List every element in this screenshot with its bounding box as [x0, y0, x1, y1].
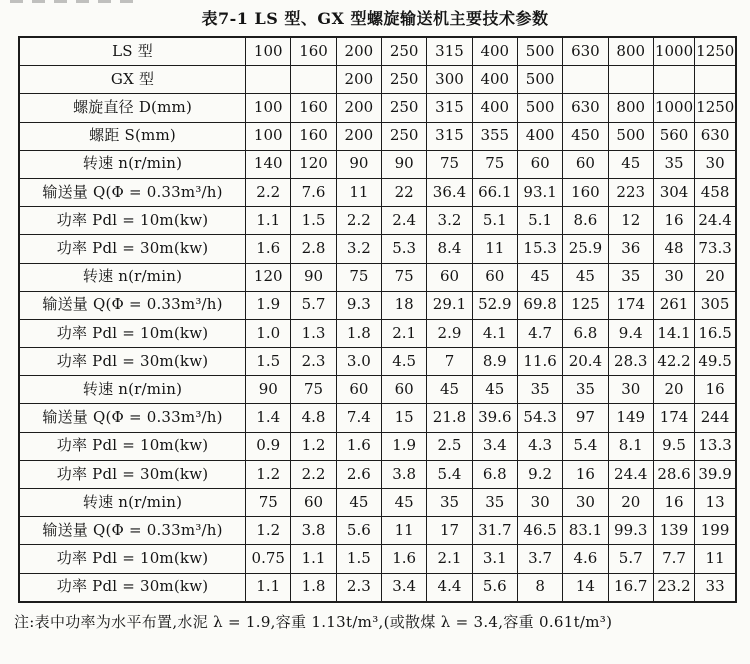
- table-row: [19, 235, 736, 263]
- value-cell: 8: [517, 573, 562, 602]
- value-cell: 1.4: [246, 404, 291, 432]
- value-cell: 35: [653, 150, 694, 178]
- value-cell: 3.2: [336, 235, 381, 263]
- value-cell: 17: [427, 517, 472, 545]
- row-label: 功率 Pdl = 30m(kw): [19, 573, 246, 602]
- value-cell: 20: [653, 376, 694, 404]
- value-cell: 1250: [695, 37, 736, 66]
- value-cell: 500: [517, 66, 562, 94]
- value-cell: 14: [563, 573, 608, 602]
- value-cell: 16: [695, 376, 736, 404]
- value-cell: 3.7: [517, 545, 562, 573]
- value-cell: 500: [517, 94, 562, 122]
- value-cell: 28.6: [653, 460, 694, 488]
- value-cell: 9.5: [653, 432, 694, 460]
- value-cell: 30: [563, 489, 608, 517]
- value-cell: 4.1: [472, 319, 517, 347]
- table-row: [19, 122, 736, 150]
- row-label: 功率 Pdl = 10m(kw): [19, 545, 246, 573]
- value-cell: 1.6: [336, 432, 381, 460]
- value-cell: 400: [472, 94, 517, 122]
- value-cell: 2.2: [246, 178, 291, 206]
- value-cell: 3.0: [336, 348, 381, 376]
- value-cell: 2.6: [336, 460, 381, 488]
- value-cell: [695, 66, 736, 94]
- row-label: 螺旋直径 D(mm): [19, 94, 246, 122]
- row-label: 功率 Pdl = 30m(kw): [19, 348, 246, 376]
- value-cell: 8.4: [427, 235, 472, 263]
- value-cell: 4.8: [291, 404, 336, 432]
- row-label: 转速 n(r/min): [19, 150, 246, 178]
- value-cell: 630: [563, 94, 608, 122]
- value-cell: 305: [695, 291, 736, 319]
- value-cell: 90: [291, 263, 336, 291]
- value-cell: 39.9: [695, 460, 736, 488]
- value-cell: 9.4: [608, 319, 653, 347]
- table-row: [19, 150, 736, 178]
- value-cell: 24.4: [695, 207, 736, 235]
- value-cell: 90: [382, 150, 427, 178]
- value-cell: 7.4: [336, 404, 381, 432]
- row-label: 输送量 Q(Φ = 0.33m³/h): [19, 517, 246, 545]
- value-cell: 315: [427, 94, 472, 122]
- table-row: [19, 319, 736, 347]
- value-cell: 73.3: [695, 235, 736, 263]
- value-cell: 5.3: [382, 235, 427, 263]
- value-cell: 13: [695, 489, 736, 517]
- value-cell: 16.7: [608, 573, 653, 602]
- value-cell: 400: [472, 37, 517, 66]
- row-label: 转速 n(r/min): [19, 489, 246, 517]
- value-cell: 0.9: [246, 432, 291, 460]
- value-cell: 5.6: [336, 517, 381, 545]
- value-cell: 3.8: [291, 517, 336, 545]
- table-row: [19, 376, 736, 404]
- value-cell: 4.6: [563, 545, 608, 573]
- value-cell: 223: [608, 178, 653, 206]
- value-cell: 4.4: [427, 573, 472, 602]
- value-cell: 21.8: [427, 404, 472, 432]
- value-cell: 400: [517, 122, 562, 150]
- row-label: 功率 Pdl = 30m(kw): [19, 460, 246, 488]
- value-cell: 5.1: [517, 207, 562, 235]
- value-cell: 11: [336, 178, 381, 206]
- value-cell: 120: [246, 263, 291, 291]
- value-cell: 1.5: [291, 207, 336, 235]
- value-cell: 2.3: [291, 348, 336, 376]
- table-row: [19, 178, 736, 206]
- value-cell: 16.5: [695, 319, 736, 347]
- value-cell: 7: [427, 348, 472, 376]
- value-cell: 4.7: [517, 319, 562, 347]
- value-cell: 6.8: [563, 319, 608, 347]
- value-cell: 75: [336, 263, 381, 291]
- value-cell: 30: [517, 489, 562, 517]
- value-cell: 20: [608, 489, 653, 517]
- value-cell: 1.9: [246, 291, 291, 319]
- value-cell: 93.1: [517, 178, 562, 206]
- table-row: [19, 432, 736, 460]
- value-cell: 3.4: [382, 573, 427, 602]
- value-cell: 199: [695, 517, 736, 545]
- value-cell: 60: [563, 150, 608, 178]
- value-cell: 160: [291, 94, 336, 122]
- value-cell: 12: [608, 207, 653, 235]
- value-cell: 8.1: [608, 432, 653, 460]
- row-label: 功率 Pdl = 10m(kw): [19, 432, 246, 460]
- row-label: 输送量 Q(Φ = 0.33m³/h): [19, 404, 246, 432]
- value-cell: 31.7: [472, 517, 517, 545]
- value-cell: 23.2: [653, 573, 694, 602]
- value-cell: 4.5: [382, 348, 427, 376]
- value-cell: 11: [695, 545, 736, 573]
- value-cell: 250: [382, 122, 427, 150]
- row-label: 转速 n(r/min): [19, 263, 246, 291]
- value-cell: 45: [472, 376, 517, 404]
- value-cell: 4.3: [517, 432, 562, 460]
- row-label: 转速 n(r/min): [19, 376, 246, 404]
- value-cell: 99.3: [608, 517, 653, 545]
- value-cell: 60: [291, 489, 336, 517]
- row-label: 功率 Pdl = 10m(kw): [19, 207, 246, 235]
- value-cell: 200: [336, 122, 381, 150]
- value-cell: 39.6: [472, 404, 517, 432]
- value-cell: 33: [695, 573, 736, 602]
- value-cell: 45: [427, 376, 472, 404]
- parameters-table: [18, 36, 737, 603]
- table-row: [19, 489, 736, 517]
- value-cell: 48: [653, 235, 694, 263]
- value-cell: 250: [382, 94, 427, 122]
- value-cell: 1.3: [291, 319, 336, 347]
- value-cell: 1000: [653, 94, 694, 122]
- value-cell: 36.4: [427, 178, 472, 206]
- value-cell: 2.1: [382, 319, 427, 347]
- value-cell: 30: [695, 150, 736, 178]
- value-cell: 75: [382, 263, 427, 291]
- value-cell: 1.6: [246, 235, 291, 263]
- table-row: [19, 404, 736, 432]
- value-cell: 29.1: [427, 291, 472, 319]
- value-cell: 45: [517, 263, 562, 291]
- value-cell: 140: [246, 150, 291, 178]
- value-cell: 261: [653, 291, 694, 319]
- value-cell: 25.9: [563, 235, 608, 263]
- value-cell: [563, 66, 608, 94]
- value-cell: 18: [382, 291, 427, 319]
- value-cell: 22: [382, 178, 427, 206]
- value-cell: 66.1: [472, 178, 517, 206]
- value-cell: 250: [382, 37, 427, 66]
- value-cell: [291, 66, 336, 94]
- value-cell: [608, 66, 653, 94]
- value-cell: 60: [517, 150, 562, 178]
- value-cell: 90: [336, 150, 381, 178]
- value-cell: 1.9: [382, 432, 427, 460]
- value-cell: 16: [653, 489, 694, 517]
- row-label: 功率 Pdl = 30m(kw): [19, 235, 246, 263]
- value-cell: 15.3: [517, 235, 562, 263]
- value-cell: 560: [653, 122, 694, 150]
- value-cell: 2.8: [291, 235, 336, 263]
- value-cell: 60: [427, 263, 472, 291]
- row-label: 输送量 Q(Φ = 0.33m³/h): [19, 291, 246, 319]
- value-cell: 35: [608, 263, 653, 291]
- value-cell: 9.2: [517, 460, 562, 488]
- value-cell: 315: [427, 122, 472, 150]
- value-cell: 60: [382, 376, 427, 404]
- row-label: GX 型: [19, 66, 246, 94]
- value-cell: 60: [472, 263, 517, 291]
- row-label: 螺距 S(mm): [19, 122, 246, 150]
- value-cell: 5.4: [427, 460, 472, 488]
- value-cell: 45: [382, 489, 427, 517]
- value-cell: 160: [291, 122, 336, 150]
- table-title: 表7-1 LS 型、GX 型螺旋输送机主要技术参数: [201, 9, 549, 28]
- value-cell: 800: [608, 37, 653, 66]
- value-cell: [653, 66, 694, 94]
- value-cell: 160: [563, 178, 608, 206]
- value-cell: 28.3: [608, 348, 653, 376]
- value-cell: 16: [653, 207, 694, 235]
- value-cell: 1.6: [382, 545, 427, 573]
- value-cell: 250: [382, 66, 427, 94]
- table-row: [19, 207, 736, 235]
- value-cell: 1.0: [246, 319, 291, 347]
- value-cell: 160: [291, 37, 336, 66]
- value-cell: 42.2: [653, 348, 694, 376]
- value-cell: 30: [653, 263, 694, 291]
- value-cell: 800: [608, 94, 653, 122]
- value-cell: 100: [246, 94, 291, 122]
- value-cell: 1250: [695, 94, 736, 122]
- value-cell: 139: [653, 517, 694, 545]
- value-cell: 200: [336, 37, 381, 66]
- value-cell: 20.4: [563, 348, 608, 376]
- value-cell: 100: [246, 37, 291, 66]
- value-cell: 100: [246, 122, 291, 150]
- value-cell: 45: [608, 150, 653, 178]
- value-cell: 1.8: [336, 319, 381, 347]
- value-cell: 304: [653, 178, 694, 206]
- value-cell: [246, 66, 291, 94]
- value-cell: 244: [695, 404, 736, 432]
- table-row: [19, 94, 736, 122]
- value-cell: 45: [336, 489, 381, 517]
- value-cell: 49.5: [695, 348, 736, 376]
- value-cell: 3.8: [382, 460, 427, 488]
- value-cell: 2.4: [382, 207, 427, 235]
- value-cell: 300: [427, 66, 472, 94]
- value-cell: 52.9: [472, 291, 517, 319]
- value-cell: 11: [472, 235, 517, 263]
- value-cell: 5.6: [472, 573, 517, 602]
- value-cell: 5.7: [608, 545, 653, 573]
- value-cell: 2.1: [427, 545, 472, 573]
- value-cell: 1.1: [246, 573, 291, 602]
- value-cell: 83.1: [563, 517, 608, 545]
- value-cell: 400: [472, 66, 517, 94]
- value-cell: 35: [563, 376, 608, 404]
- value-cell: 3.2: [427, 207, 472, 235]
- scan-artifact-dashes: [10, 0, 138, 3]
- table-row: [19, 517, 736, 545]
- table-row: [19, 66, 736, 94]
- value-cell: 35: [517, 376, 562, 404]
- value-cell: 46.5: [517, 517, 562, 545]
- value-cell: 2.2: [291, 460, 336, 488]
- value-cell: 36: [608, 235, 653, 263]
- row-label: 输送量 Q(Φ = 0.33m³/h): [19, 178, 246, 206]
- value-cell: 7.7: [653, 545, 694, 573]
- value-cell: 8.9: [472, 348, 517, 376]
- value-cell: 0.75: [246, 545, 291, 573]
- value-cell: 174: [608, 291, 653, 319]
- footnote: 注:表中功率为水平布置,水泥 λ = 1.9,容重 1.13t/m³,(或散煤 λ = 3.4,容重 0.61t/m³): [14, 612, 613, 631]
- value-cell: 200: [336, 94, 381, 122]
- value-cell: 125: [563, 291, 608, 319]
- value-cell: 3.1: [472, 545, 517, 573]
- table-row: [19, 573, 736, 602]
- value-cell: 69.8: [517, 291, 562, 319]
- value-cell: 9.3: [336, 291, 381, 319]
- row-label: 功率 Pdl = 10m(kw): [19, 319, 246, 347]
- value-cell: 5.1: [472, 207, 517, 235]
- value-cell: 2.5: [427, 432, 472, 460]
- value-cell: 315: [427, 37, 472, 66]
- params-table-body: [19, 37, 736, 602]
- value-cell: 1.5: [246, 348, 291, 376]
- value-cell: 1.2: [246, 517, 291, 545]
- value-cell: 2.3: [336, 573, 381, 602]
- table-row: [19, 460, 736, 488]
- value-cell: 75: [427, 150, 472, 178]
- table-row: [19, 263, 736, 291]
- value-cell: 90: [246, 376, 291, 404]
- value-cell: 3.4: [472, 432, 517, 460]
- value-cell: 35: [427, 489, 472, 517]
- value-cell: 75: [246, 489, 291, 517]
- value-cell: 60: [336, 376, 381, 404]
- table-row: [19, 348, 736, 376]
- table-row: [19, 545, 736, 573]
- value-cell: 458: [695, 178, 736, 206]
- value-cell: 5.4: [563, 432, 608, 460]
- value-cell: 149: [608, 404, 653, 432]
- value-cell: 1.1: [246, 207, 291, 235]
- value-cell: 75: [291, 376, 336, 404]
- value-cell: 45: [563, 263, 608, 291]
- value-cell: 15: [382, 404, 427, 432]
- table-row: [19, 37, 736, 66]
- value-cell: 1000: [653, 37, 694, 66]
- value-cell: 8.6: [563, 207, 608, 235]
- value-cell: 16: [563, 460, 608, 488]
- value-cell: 174: [653, 404, 694, 432]
- value-cell: 500: [517, 37, 562, 66]
- value-cell: 630: [563, 37, 608, 66]
- value-cell: 1.2: [246, 460, 291, 488]
- value-cell: 2.9: [427, 319, 472, 347]
- value-cell: 500: [608, 122, 653, 150]
- value-cell: 24.4: [608, 460, 653, 488]
- value-cell: 54.3: [517, 404, 562, 432]
- value-cell: 13.3: [695, 432, 736, 460]
- value-cell: 20: [695, 263, 736, 291]
- value-cell: 120: [291, 150, 336, 178]
- value-cell: 6.8: [472, 460, 517, 488]
- value-cell: 1.8: [291, 573, 336, 602]
- value-cell: 450: [563, 122, 608, 150]
- table-row: [19, 291, 736, 319]
- value-cell: 7.6: [291, 178, 336, 206]
- value-cell: 355: [472, 122, 517, 150]
- value-cell: 630: [695, 122, 736, 150]
- row-label: LS 型: [19, 37, 246, 66]
- value-cell: 35: [472, 489, 517, 517]
- value-cell: 75: [472, 150, 517, 178]
- value-cell: 1.5: [336, 545, 381, 573]
- value-cell: 97: [563, 404, 608, 432]
- value-cell: 11: [382, 517, 427, 545]
- value-cell: 2.2: [336, 207, 381, 235]
- value-cell: 14.1: [653, 319, 694, 347]
- value-cell: 200: [336, 66, 381, 94]
- value-cell: 1.2: [291, 432, 336, 460]
- value-cell: 1.1: [291, 545, 336, 573]
- value-cell: 11.6: [517, 348, 562, 376]
- value-cell: 30: [608, 376, 653, 404]
- value-cell: 5.7: [291, 291, 336, 319]
